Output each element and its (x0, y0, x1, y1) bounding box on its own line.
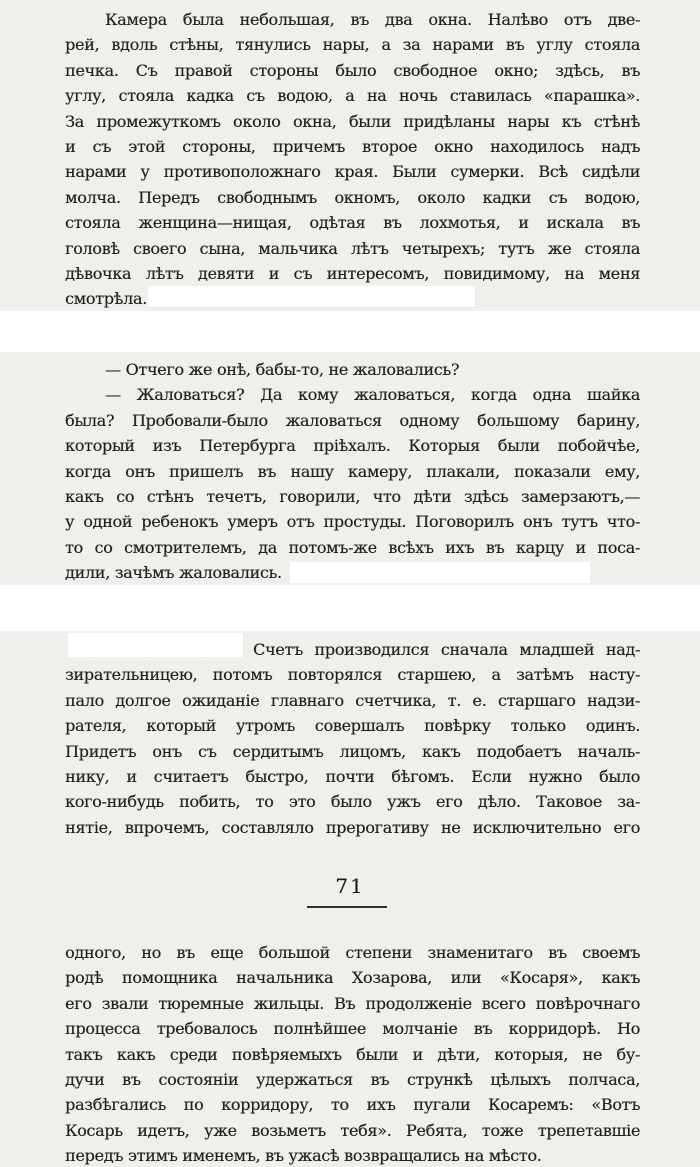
text-line: молча. Передъ свободнымъ окномъ, около кадки съ водою, (65, 187, 640, 207)
text-line: разбѣгались по корридору, то ихъ пугали Косаремъ: «Вотъ (65, 1095, 640, 1115)
text-line: кого-нибудь побить, то это было ужъ его дѣло. Таковое за- (65, 792, 640, 812)
text-line: дили, зачѣмъ жаловались. (65, 563, 282, 583)
text-line: родѣ помощника начальника Хозарова, или «Косаря», какъ (65, 968, 640, 988)
text-line: какъ со стѣнъ течетъ, говорили, что дѣти здѣсь замерзаютъ,— (65, 487, 640, 507)
text-line: Счетъ производился сначала младшей над- (253, 640, 640, 659)
text-line: у одной ребенокъ умеръ отъ простуды. Поговорилъ онъ тутъ что- (65, 512, 640, 532)
text-line: дѣвочка лѣтъ девяти и съ интересомъ, повидимому, на меня (65, 264, 640, 284)
text-line: За промежуткомъ около окна, были придѣланы нары къ стѣнѣ (65, 111, 640, 131)
text-line: когда онъ пришелъ въ нашу камеру, плакали, показали ему, (65, 461, 640, 481)
page-number: 71 (335, 874, 365, 898)
paragraph-dialogue (65, 357, 640, 586)
text-line: пало долгое ожиданіе главнаго счетчика, т. е. старшаго надзи- (65, 690, 640, 710)
text-line: печка. Съ правой стороны было свободное окно; здѣсь, въ (65, 60, 640, 80)
text-line: головѣ своего сына, мальчика лѣтъ четырехъ; тутъ же стояла (65, 238, 640, 258)
paragraph-kosar (65, 940, 640, 1167)
text-line: такъ какъ среди повѣряемыхъ были и дѣти, которыя, не бу- (65, 1044, 640, 1064)
text-line: Косарь идетъ, уже возьметъ тебя». Ребята, тоже трепетавшіе (65, 1120, 640, 1140)
text-line: который изъ Петербурга пріѣхалъ. Которыя были побойчѣе, (65, 436, 640, 456)
text-line: рателя, который утромъ совершалъ повѣрку только одинъ. (65, 716, 640, 736)
paragraph-cell-description (65, 7, 640, 312)
text-line: рей, вдоль стѣны, тянулись нары, а за нарами въ углу стояла (65, 35, 640, 55)
text-line: процесса требовалось полнѣйшее молчаніе въ корридорѣ. Но (65, 1019, 640, 1039)
text-line: смотрѣла. (65, 289, 147, 309)
text-line: одного, но въ еще большой степени знаменитаго въ своемъ (65, 943, 640, 962)
text-line: нику, и считаетъ быстро, почти бѣгомъ. Если нужно было (65, 767, 640, 787)
text-line: то со смотрителемъ, да потомъ-же всѣхъ ихъ въ карцу и поса- (65, 537, 640, 557)
text-line: углу, стояла кадка съ водою, а на ночь ставилась «парашка». (65, 86, 640, 106)
text-line: передъ этимъ именемъ, въ ужасѣ возвращались на мѣсто. (65, 1146, 542, 1166)
page-number-wrap (0, 874, 700, 898)
text-line: была? Пробовали-было жаловаться одному большому барину, (65, 410, 640, 430)
text-line: зирательницею, потомъ повторялся старшею, а затѣмъ насту- (65, 665, 640, 685)
text-line: нарами у противоположнаго края. Были сумерки. Всѣ сидѣли (65, 162, 640, 182)
text-line: стояла женщина—нищая, одѣтая въ лохмотья, и искала въ (65, 213, 640, 233)
text-line: — Жаловаться? Да кому жаловаться, когда одна шайка (105, 385, 640, 405)
text-line: его звали тюремные жильцы. Въ продолженіе всего повѣрочнаго (65, 993, 640, 1013)
text-line: нятіе, впрочемъ, составляло прерогативу не исключительно его (65, 817, 640, 837)
text-line: Придетъ онъ съ сердитымъ лицомъ, какъ подобаетъ началь- (65, 741, 640, 761)
text-line: дучи въ состояніи удержаться въ стрункѣ цѣлыхъ полчаса, (65, 1070, 640, 1090)
text-line: — Отчего же онѣ, бабы-то, не жаловались? (105, 360, 460, 379)
text-line: и съ этой стороны, причемъ второе окно находилось надъ (65, 137, 640, 157)
page-number-rule (307, 906, 387, 908)
text-line: Камера была небольшая, въ два окна. Налѣво отъ две- (105, 10, 640, 29)
paragraph-rollcall (65, 637, 640, 840)
